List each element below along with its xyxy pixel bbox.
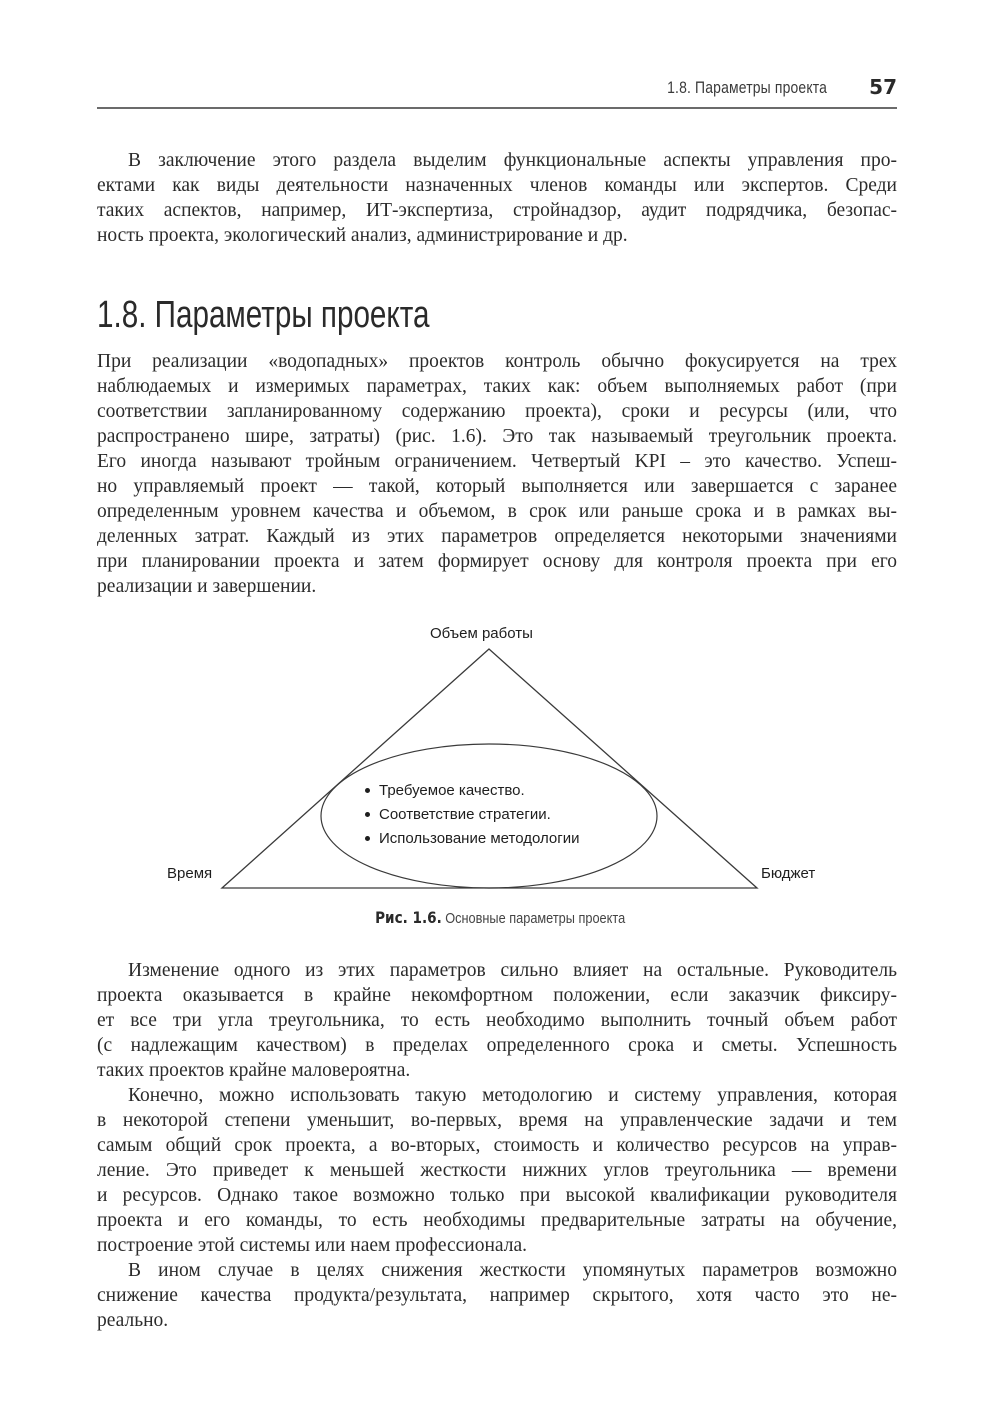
header-rule — [97, 107, 897, 109]
text-line: реально. — [97, 1310, 169, 1331]
text-line: Конечно, можно использовать такую методологию и систему управления, которая — [128, 1085, 897, 1106]
text-line: При реализации «водопадных» проектов контроль обычно фокусируется на трех — [97, 351, 897, 372]
text-line: распространено шире, затраты) (рис. 1.6). Это так называемый треугольник проекта. — [97, 426, 897, 447]
text-line: В ином случае в целях снижения жесткости упомянутых параметров возможно — [128, 1260, 897, 1281]
text-line: таких аспектов, например, ИТ-экспертиза, стройнадзор, аудит подрядчика, безопас- — [97, 200, 897, 221]
text-line: реализации и завершении. — [97, 576, 317, 597]
paragraph-1 — [97, 349, 897, 599]
text-line: Изменение одного из этих параметров сильно влияет на остальные. Руководитель — [128, 960, 897, 981]
text-line: проекта и его команды, то есть необходимы предварительные затраты на обучение, — [97, 1210, 897, 1231]
paragraph-3 — [97, 1083, 897, 1258]
bullet-text: Требуемое качество. — [379, 782, 525, 799]
ellipse-bullet-list — [365, 779, 579, 851]
text-line: при планировании проекта и затем формирует основу для контроля проекта при его — [97, 551, 897, 572]
label-budget: Бюджет — [761, 865, 816, 882]
text-line: (с надлежащим качеством) в пределах определенного срока и сметы. Успешность — [97, 1035, 897, 1056]
caption-text: Основные параметры проекта — [445, 910, 626, 927]
page-number: 57 — [869, 75, 897, 99]
text-line: построение этой системы или наем профессионала. — [97, 1235, 527, 1256]
paragraph-2 — [97, 958, 897, 1083]
text-line: В заключение этого раздела выделим функциональные аспекты управления про- — [128, 150, 897, 171]
text-line: соответствии запланированному содержанию проекта), сроки и ресурсы (или, что — [97, 401, 897, 422]
section-heading: 1.8. Параметры проекта — [97, 294, 430, 336]
running-head — [97, 72, 897, 106]
text-line: проекта оказывается в крайне некомфортном положении, если заказчик фиксиру- — [97, 985, 897, 1006]
bullet-item — [365, 827, 579, 851]
text-line: но управляемый проект — такой, который выполняется или завершается с заранее — [97, 476, 897, 497]
triangle-diagram — [0, 615, 1000, 935]
text-line: определенным уровнем качества и объемом, в срок или раньше срока и в рамках вы- — [97, 501, 897, 522]
text-line: снижение качества продукта/результата, например скрытого, хотя часто это не- — [97, 1285, 897, 1306]
text-line: в некоторой степени уменьшит, во-первых, время на управленческие задачи и тем — [97, 1110, 897, 1131]
text-line: ет все три угла треугольника, то есть необходимо выполнить точный объем работ — [97, 1010, 897, 1031]
text-line: ектами как виды деятельности назначенных членов команды или экспертов. Среди — [97, 175, 897, 196]
text-line: самым общий срок проекта, а во-вторых, стоимость и количество ресурсов на управ- — [97, 1135, 897, 1156]
bullet-dot-icon — [365, 788, 370, 793]
label-time: Время — [167, 865, 213, 882]
bullet-text: Использование методологии — [379, 830, 580, 847]
paragraph-4 — [97, 1258, 897, 1333]
caption-number: Рис. 1.6. — [374, 908, 442, 927]
text-line: ление. Это приведет к меньшей жесткости нижних углов треугольника — времени — [97, 1160, 897, 1181]
text-line: ность проекта, экологический анализ, администрирование и др. — [97, 225, 628, 246]
text-line: Его иногда называют тройным ограничением. Четвертый KPI – это качество. Успеш- — [97, 451, 897, 472]
text-line: и ресурсов. Однако такое возможно только при высокой квалификации руководителя — [97, 1185, 897, 1206]
bullet-dot-icon — [365, 836, 370, 841]
bullet-text: Соответствие стратегии. — [379, 806, 551, 823]
figure-project-triangle — [0, 615, 1000, 935]
intro-paragraph — [97, 148, 897, 248]
text-line: деленных затрат. Каждый из этих параметров определяется некоторыми значениями — [97, 526, 897, 547]
bullet-item — [365, 779, 579, 803]
running-head-title: 1.8. Параметры проекта — [667, 78, 827, 97]
text-line: таких проектов крайне маловероятна. — [97, 1060, 411, 1081]
figure-caption — [0, 908, 1000, 928]
bullet-dot-icon — [365, 812, 370, 817]
label-scope: Объем работы — [430, 625, 533, 642]
project-triangle — [222, 649, 757, 888]
text-line: наблюдаемых и измеримых параметрах, таких как: объем выполняемых работ (при — [97, 376, 897, 397]
bullet-item — [365, 803, 579, 827]
